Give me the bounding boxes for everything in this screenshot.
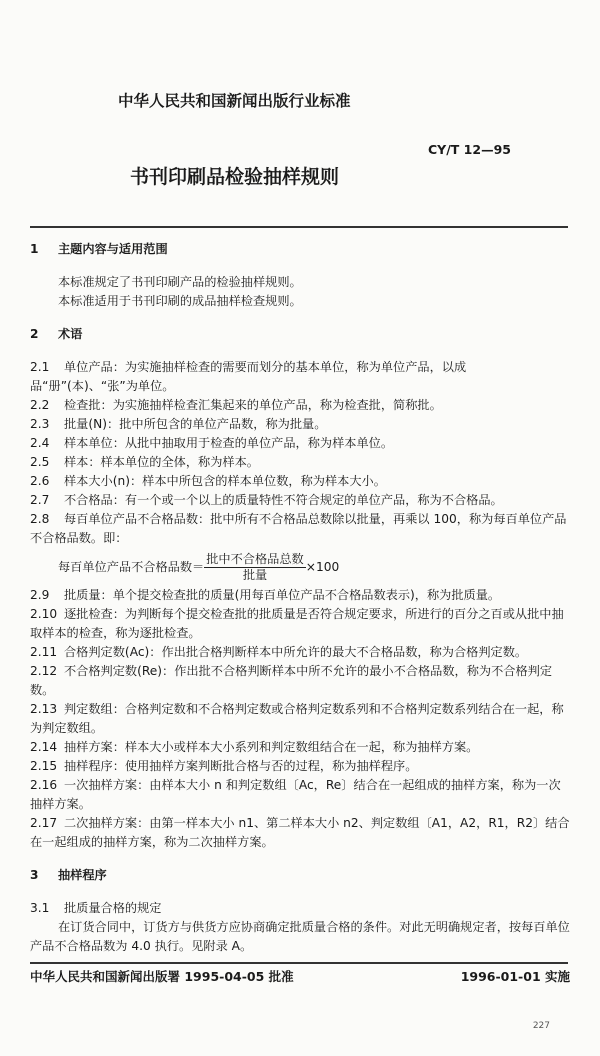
formula-lhs: 每百单位产品不合格品数＝ — [58, 560, 205, 574]
term-number: 2.4 — [30, 436, 50, 450]
term-text: 批量(N)：批中所包含的单位产品数，称为批量。 — [64, 417, 327, 431]
term-number: 2.2 — [30, 398, 50, 412]
term-item — [30, 814, 570, 852]
section-number: 3 — [30, 868, 39, 882]
section-3-heading — [30, 866, 570, 885]
document-title: 书刊印刷品检验抽样规则 — [130, 166, 340, 188]
term-item — [30, 358, 570, 396]
subsection-title: 批质量合格的规定 — [64, 901, 162, 915]
paragraph: 本标准规定了书刊印刷产品的检验抽样规则。 — [58, 275, 302, 289]
term-text: 不合格品：有一个或一个以上的质量特性不符合规定的单位产品，称为不合格品。 — [64, 493, 503, 507]
org-standard-heading: 中华人民共和国新闻出版行业标准 — [118, 92, 351, 110]
formula-rhs: ×100 — [305, 560, 340, 574]
subsection-number: 3.1 — [30, 901, 50, 915]
formula-fraction — [204, 552, 306, 583]
term-item — [30, 700, 570, 738]
term-number: 2.13 — [30, 702, 58, 716]
term-text: 一次抽样方案：由样本大小 n 和判定数组〔Ac，Re〕结合在一起组成的抽样方案，称为一次抽样方案。 — [30, 778, 561, 811]
term-text: 判定数组：合格判定数和不合格判定数或合格判定数系列和不合格判定数系列结合在一起，称为判定数组。 — [30, 702, 564, 735]
page-number: 227 — [532, 1021, 550, 1031]
term-item — [30, 434, 570, 453]
section-title: 主题内容与适用范围 — [58, 242, 168, 256]
header-rule — [30, 226, 568, 228]
term-number: 2.9 — [30, 588, 50, 602]
term-text: 不合格判定数(Re)：作出批不合格判断样本中所不允许的最小不合格品数，称为不合格判定数。 — [30, 664, 553, 697]
term-number: 2.7 — [30, 493, 50, 507]
section-2-heading — [30, 325, 570, 344]
effective-date: 1996-01-01 实施 — [460, 969, 570, 984]
term-item — [30, 510, 570, 548]
term-item — [30, 472, 570, 491]
standard-code: CY/T 12—95 — [428, 142, 511, 157]
paragraph: 本标准适用于书刊印刷的成品抽样检查规则。 — [58, 294, 302, 308]
term-item — [30, 757, 570, 776]
term-item — [30, 776, 570, 814]
formula-denominator: 批量 — [242, 568, 268, 582]
term-text: 样本：样本单位的全体，称为样本。 — [64, 455, 259, 469]
term-item — [30, 738, 570, 757]
term-number: 2.14 — [30, 740, 58, 754]
document-header — [0, 0, 600, 240]
section-title: 抽样程序 — [58, 868, 107, 882]
formula — [30, 551, 570, 583]
term-item — [30, 453, 570, 472]
document-body — [30, 240, 570, 1056]
formula-numerator: 批中不合格品总数 — [206, 552, 304, 566]
term-text: 每百单位产品不合格品数：批中所有不合格品总数除以批量，再乘以 100，称为每百单位产品不合格品数。即： — [30, 512, 567, 545]
paragraph: 在订货合同中，订货方与供货方应协商确定批质量合格的条件。对此无明确规定者，按每百单位产品不合格品数为 4.0 执行。见附录 A。 — [30, 920, 570, 953]
term-text: 二次抽样方案：由第一样本大小 n1、第二样本大小 n2、判定数组〔A1，A2，R1，R2〕结合在一起组成的抽样方案，称为二次抽样方案。 — [30, 816, 570, 849]
approval-line: 中华人民共和国新闻出版署 1995-04-05 批准 — [30, 969, 294, 984]
term-number: 2.11 — [30, 645, 58, 659]
term-text: 逐批检查：为判断每个提交检查批的批质量是否符合规定要求，所进行的百分之百或从批中抽取样本的检查，称为逐批检查。 — [30, 607, 564, 640]
term-text: 合格判定数(Ac)：作出批合格判断样本中所允许的最大不合格品数，称为合格判定数。 — [64, 645, 528, 659]
term-text: 抽样程序：使用抽样方案判断批合格与否的过程，称为抽样程序。 — [64, 759, 418, 773]
term-number: 2.10 — [30, 607, 58, 621]
term-number: 2.3 — [30, 417, 50, 431]
term-item — [30, 662, 570, 700]
term-number: 2.1 — [30, 360, 50, 374]
section-number: 2 — [30, 327, 39, 341]
section-number: 1 — [30, 242, 39, 256]
section-1-heading — [30, 240, 570, 259]
subsection-heading — [30, 899, 570, 918]
term-number: 2.16 — [30, 778, 58, 792]
footer — [30, 967, 570, 987]
footer-rule — [30, 962, 568, 964]
term-text: 检查批：为实施抽样检查汇集起来的单位产品，称为检查批，简称批。 — [64, 398, 442, 412]
term-number: 2.5 — [30, 455, 50, 469]
term-text: 样本大小(n)：样本中所包含的样本单位数，称为样本大小。 — [64, 474, 386, 488]
term-number: 2.8 — [30, 512, 50, 526]
term-item — [30, 605, 570, 643]
term-text: 批质量：单个提交检查批的质量(用每百单位产品不合格品数表示)，称为批质量。 — [64, 588, 501, 602]
term-item — [30, 643, 570, 662]
term-item — [30, 415, 570, 434]
term-number: 2.12 — [30, 664, 58, 678]
term-item — [30, 396, 570, 415]
term-number: 2.6 — [30, 474, 50, 488]
term-text: 样本单位：从批中抽取用于检查的单位产品，称为样本单位。 — [64, 436, 394, 450]
term-item — [30, 491, 570, 510]
term-item — [30, 586, 570, 605]
term-number: 2.17 — [30, 816, 58, 830]
section-title: 术语 — [58, 327, 83, 341]
term-text: 单位产品：为实施抽样检查的需要而划分的基本单位，称为单位产品，以成品“册”(本)、“张”为单位。 — [30, 360, 467, 393]
term-number: 2.15 — [30, 759, 58, 773]
term-text: 抽样方案：样本大小或样本大小系列和判定数组结合在一起，称为抽样方案。 — [64, 740, 479, 754]
